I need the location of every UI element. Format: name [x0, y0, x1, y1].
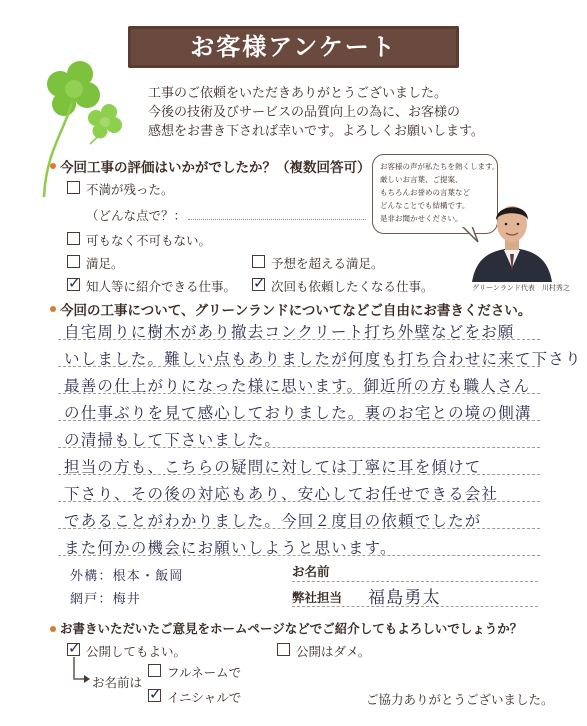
- checkmark-icon: ✓: [68, 274, 81, 292]
- name-is-label: お名前は: [92, 675, 143, 690]
- name-underline: [292, 581, 538, 582]
- checkmark-icon: ✓: [68, 639, 81, 657]
- checkbox-dissatisfied[interactable]: [67, 181, 80, 194]
- name-label: お名前: [292, 564, 330, 579]
- comment-line-8: であることがわかりました。今回２度目の依頼でしたが: [64, 512, 482, 530]
- arrow-right-icon: [70, 657, 92, 687]
- intro-line-3: 感想をお書き下されば幸いです。よろしくお願いします。: [148, 124, 484, 139]
- checkbox-fullname[interactable]: [148, 664, 161, 677]
- option-recommend-label: 知人等に紹介できる仕事。: [86, 279, 237, 294]
- staff-name: 福島勇太: [368, 588, 441, 608]
- fullname-label: フルネームで: [167, 665, 242, 680]
- staff-label: 弊社担当: [292, 590, 343, 605]
- publish-ok-label: 公開してもよい。: [86, 644, 187, 659]
- comment-line-7: 下さり、その後の対応もあり、安心してお任せできる会社: [64, 485, 499, 503]
- bullet-icon: [50, 626, 56, 632]
- bubble-line-4: どんなことでも結構です。: [380, 201, 470, 210]
- checkbox-beyond-expectation[interactable]: [252, 255, 265, 268]
- bubble-line-3: もちろんお誉めの言葉など: [380, 188, 470, 197]
- bubble-line-2: 厳しいお言葉、ご提案、: [380, 175, 463, 184]
- initials-label: イニシャルで: [167, 690, 242, 705]
- comment-line-5: の清掃もして下さいました。: [64, 431, 282, 449]
- thanks-text: ご協力ありがとうございました。: [366, 692, 554, 707]
- staff-exterior: 外構：根本・飯岡: [70, 569, 184, 584]
- checkbox-publish-ng[interactable]: [277, 643, 290, 656]
- clover-large-icon: [47, 61, 100, 116]
- option-beyond-expectation-label: 予想を超える満足。: [271, 256, 384, 271]
- option-satisfied-label: 満足。: [86, 256, 124, 271]
- staff-underline: [292, 606, 538, 607]
- bubble-line-5: 是非お聞かせください。: [380, 214, 463, 223]
- option-dissatisfied-label: 不満が残った。: [86, 182, 174, 197]
- page-title: お客様アンケート: [190, 33, 397, 61]
- option-neutral-label: 可もなく不可もない。: [86, 233, 212, 248]
- question-3-text: お書きいただいたご意見をホームページなどでご紹介してもよろしいでしょうか？: [60, 621, 523, 636]
- which-point-line: [188, 219, 366, 220]
- bullet-icon: [50, 163, 56, 169]
- intro-line-2: 今後の技術及びサービスの品質向上の為に、お客様の: [148, 105, 461, 120]
- publish-ng-label: 公開はダメ。: [296, 644, 371, 659]
- checkmark-icon: ✓: [253, 274, 266, 292]
- option-which-point-label: （どんな点で？：: [86, 208, 187, 223]
- representative-portrait: [468, 192, 556, 282]
- intro-line-1: 工事のご依頼をいただきありがとうございました。: [148, 86, 448, 101]
- checkbox-neutral[interactable]: [67, 232, 80, 245]
- question-1-text: 今回工事の評価はいかがでしたか？（複数回答可）: [60, 160, 371, 176]
- comment-line-4: の仕事ぶりを見て感心しておりました。裏のお宅との境の側溝: [64, 404, 532, 422]
- comment-line-2: いしました。難しい点もありましたが何度も打ち合わせに来て下さり: [64, 350, 582, 368]
- comment-line-3: 最善の仕上がりになった様に思います。御近所の方も職人さん: [64, 377, 531, 395]
- clover-small-icon: [88, 104, 122, 139]
- bullet-icon: [50, 306, 56, 312]
- comment-line-1: 自宅周りに樹木があり撤去コンクリート打ち外壁などをお願: [64, 323, 515, 341]
- checkmark-icon: ✓: [149, 685, 162, 703]
- checkbox-satisfied[interactable]: [67, 255, 80, 268]
- question-2-text: 今回の工事について、グリーンランドについてなどご自由にお書きください。: [60, 303, 532, 319]
- option-request-again-label: 次回も依頼したくなる仕事。: [271, 279, 434, 294]
- bubble-line-1: お客様の声が私たちを熱くします。: [380, 162, 500, 171]
- representative-caption: グリーンランド代表 川村秀之: [472, 284, 570, 292]
- comment-line-6: 担当の方も、こちらの疑問に対しては丁寧に耳を傾けて: [64, 458, 482, 476]
- comment-line-9: また何かの機会にお願いしようと思います。: [64, 539, 397, 557]
- staff-screen: 網戸：梅井: [70, 592, 142, 607]
